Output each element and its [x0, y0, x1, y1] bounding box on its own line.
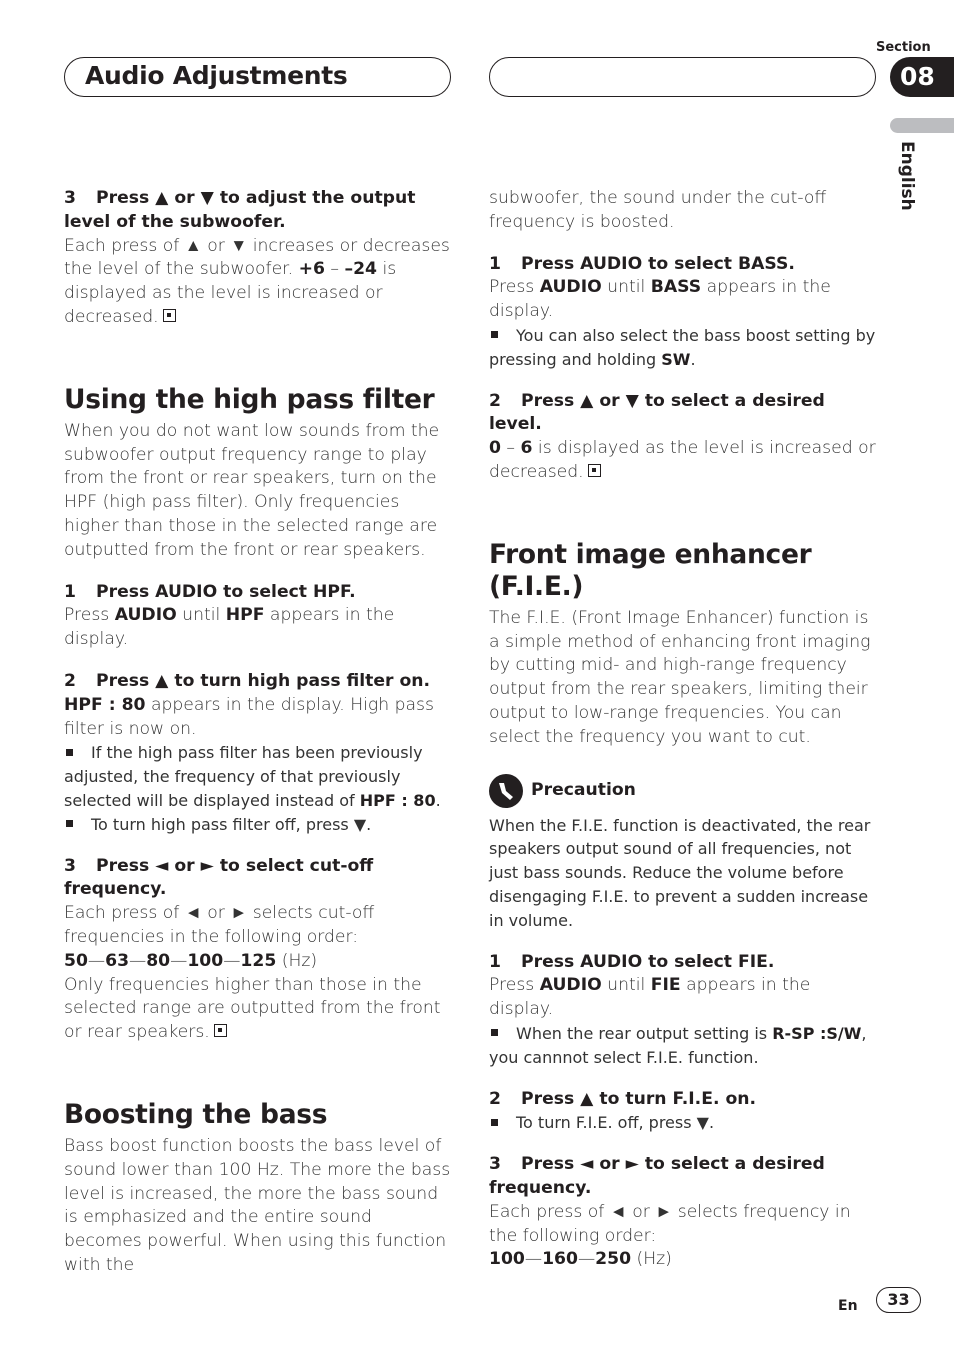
footer-language: En — [838, 1298, 858, 1314]
section-label: Section — [876, 40, 931, 55]
section-heading-fie: Front image enhancer (F.I.E.) — [489, 538, 812, 602]
frequency-order: 50—63—80—100—125 (Hz) — [64, 950, 318, 971]
bullet-icon — [66, 749, 73, 756]
step-heading: 1 Press AUDIO to select BASS. — [489, 253, 795, 274]
step-heading: 3 Press ▲ or ▼ to adjust the output level of the subwoofer. — [64, 188, 416, 232]
header-title: Audio Adjustments — [85, 61, 348, 90]
section-heading-hpf: Using the high pass filter — [64, 383, 435, 415]
note: To turn high pass filter off, press ▼. — [64, 813, 454, 837]
header-title-box — [64, 57, 451, 97]
header-empty-box — [489, 57, 876, 97]
step-body: Each press of ◄ or ► selects cut-off frequencies in the following order: — [64, 903, 375, 947]
step-body: Press AUDIO until HPF appears in the display. — [64, 605, 395, 650]
precaution-heading — [489, 774, 879, 808]
step-body: Press AUDIO until FIE appears in the display. — [489, 975, 811, 1020]
step-heading: 1 Press AUDIO to select FIE. — [489, 951, 775, 972]
step-body: 0 – 6 is displayed as the level is increased or decreased. — [489, 438, 876, 482]
step-heading: 3 Press ◄ or ► to select a desired frequency. — [489, 1154, 825, 1198]
step-heading: 2 Press ▲ to turn high pass filter on. — [64, 670, 431, 691]
frequency-order: 100—160—250 (Hz) — [489, 1249, 672, 1270]
precaution-text: When the F.I.E. function is deactivated, the rear speakers output sound of all frequencies, not just bass sounds. Reduce the volume before disengaging F.I.E. to prevent a sudden increase in volume. — [489, 815, 871, 930]
step-body: Press AUDIO until BASS appears in the display. — [489, 277, 831, 322]
step-body: HPF : 80 appears in the display. High pass filter is now on. — [64, 694, 434, 739]
fie-intro: The F.I.E. (Front Image Enhancer) function is a simple method of enhancing front imaging by cutting mid- and high-range frequency output from the rear speakers, limiting their output to low-range frequencies. You can select the frequency you want to cut. — [489, 607, 871, 747]
section-heading-bass: Boosting the bass — [64, 1098, 328, 1130]
end-mark-icon — [588, 464, 601, 477]
precaution-label: Precaution — [531, 779, 636, 800]
bullet-icon — [66, 820, 73, 827]
step-heading: 2 Press ▲ to turn F.I.E. on. — [489, 1088, 757, 1109]
end-mark-icon — [214, 1024, 227, 1037]
section-number: 08 — [890, 57, 954, 97]
precaution-icon — [489, 774, 523, 808]
step-body: Only frequencies higher than those in the selected range are outputted from the front or rear speakers. — [64, 974, 441, 1043]
hpf-intro: When you do not want low sounds from the subwoofer output frequency range to play from the front or rear speakers, turn on the HPF (high pass filter). Only frequencies higher than those in the selected range are outputted from the front or rear speakers. — [64, 420, 440, 560]
language-label: English — [897, 141, 917, 211]
step-body: Each press of ▲ or ▼ increases or decreases the level of the subwoofer. +6 – –24 is displayed as the level is increased or decreased. — [64, 235, 450, 327]
step-heading: 2 Press ▲ or ▼ to select a desired level. — [489, 390, 825, 435]
right-column — [489, 187, 879, 1272]
step-body: Each press of ◄ or ► selects frequency in the following order: — [489, 1201, 851, 1246]
note: To turn F.I.E. off, press ▼. — [489, 1111, 879, 1135]
note: You can also select the bass boost setting by pressing and holding SW. — [489, 325, 876, 369]
bass-intro-continued: subwoofer, the sound under the cut-off frequency is boosted. — [489, 188, 827, 232]
bullet-icon — [491, 1119, 498, 1126]
bass-intro: Bass boost function boosts the bass level of sound lower than 100 Hz. The more the bass level is increased, the more the bass sound is emphasized and the entire sound becomes powerful. When using this function with the — [64, 1135, 451, 1275]
step-heading: 1 Press AUDIO to select HPF. — [64, 581, 356, 602]
step-heading: 3 Press ◄ or ► to select cut-off frequency. — [64, 855, 374, 900]
page-number: 33 — [876, 1287, 921, 1313]
note: If the high pass filter has been previously adjusted, the frequency of that previously selected will be displayed instead of HPF : 80. — [64, 743, 441, 810]
left-column — [64, 187, 454, 1278]
language-tab — [890, 118, 954, 133]
bullet-icon — [491, 331, 498, 338]
note: When the rear output setting is R-SP :S/W, you cannnot select F.I.E. function. — [489, 1023, 867, 1067]
bullet-icon — [491, 1029, 498, 1036]
end-mark-icon — [163, 309, 176, 322]
